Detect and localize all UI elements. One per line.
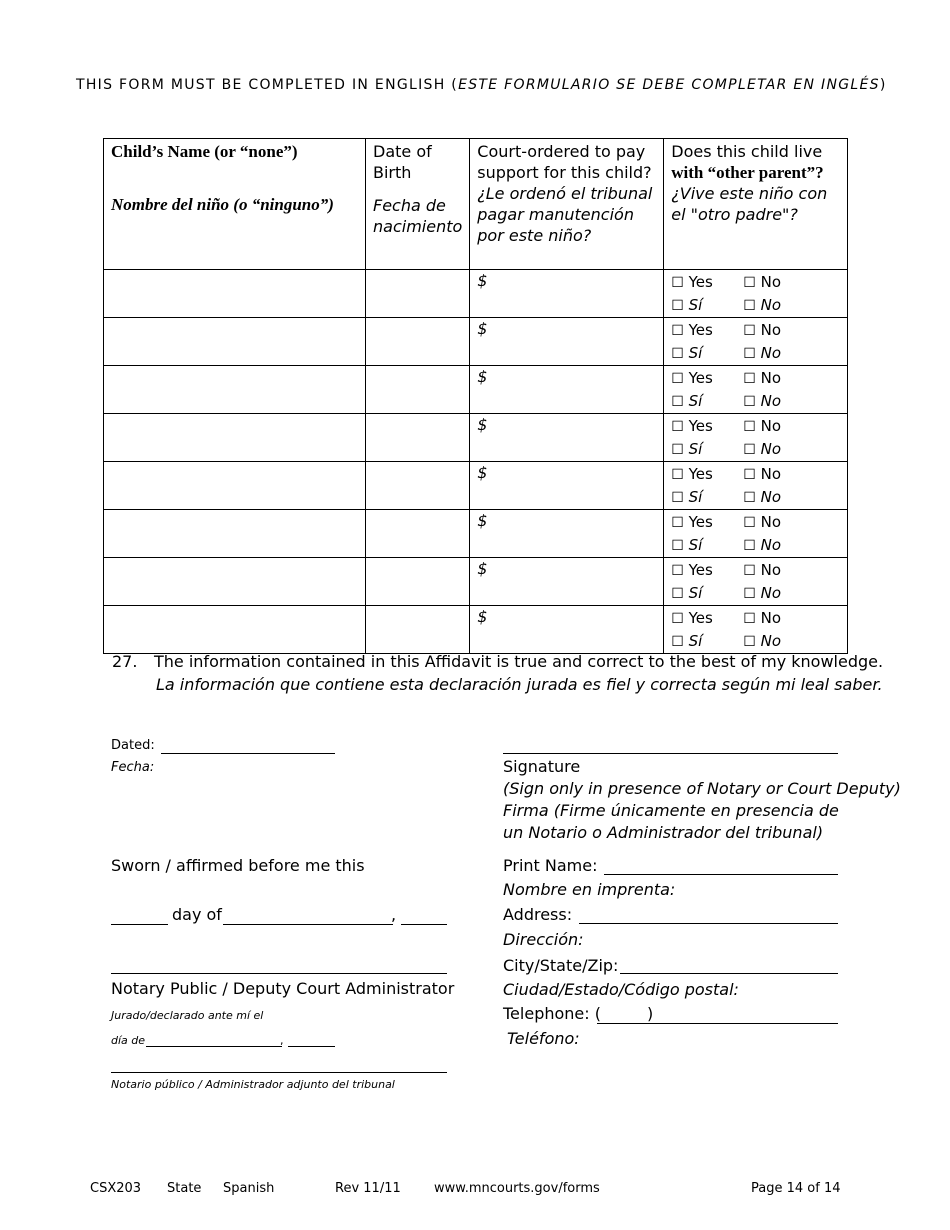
notice-english: THIS FORM MUST BE COMPLETED IN ENGLISH (	[76, 77, 459, 93]
header-child-name-en: Child’s Name (or “none”)	[111, 142, 298, 161]
sworn-month-field[interactable]	[223, 924, 393, 925]
lives-with-cell	[664, 558, 848, 606]
address-field[interactable]	[579, 923, 838, 924]
checkbox-icon[interactable]: ☐	[671, 298, 684, 314]
header-date-of-birth	[366, 139, 470, 270]
dollar-sign: $	[477, 511, 488, 530]
checkbox-icon[interactable]: ☐	[671, 611, 684, 627]
sworn-year-field[interactable]	[401, 924, 447, 925]
dia-de-comma: ,	[280, 1034, 284, 1047]
checkbox-icon[interactable]: ☐	[671, 442, 684, 458]
yes-option[interactable]	[671, 607, 743, 630]
table-row	[104, 414, 848, 462]
table-row	[104, 606, 848, 654]
dollar-sign: $	[477, 559, 488, 578]
yes-option[interactable]	[671, 415, 743, 438]
checkbox-icon[interactable]: ☐	[743, 490, 756, 506]
checkbox-icon[interactable]: ☐	[671, 490, 684, 506]
item-27-spanish: La información que contiene esta declaración jurada es fiel y correcta según mi leal saber.	[156, 675, 883, 694]
date-of-birth-cell[interactable]	[366, 414, 470, 462]
si-label: Sí	[688, 440, 703, 458]
lives-with-cell	[664, 414, 848, 462]
si-label: Sí	[688, 488, 703, 506]
print-name-label: Print Name:	[503, 856, 598, 875]
child-name-cell[interactable]	[104, 414, 366, 462]
dia-de-field[interactable]	[146, 1046, 282, 1047]
dollar-sign: $	[477, 367, 488, 386]
header-lives-es: ¿Vive este niño con el "otro padre"?	[671, 184, 828, 224]
date-of-birth-cell[interactable]	[366, 558, 470, 606]
yes-label: Yes	[688, 465, 713, 483]
si-label: Sí	[688, 584, 703, 602]
address-label: Address:	[503, 905, 573, 924]
support-amount-cell[interactable]	[470, 606, 664, 654]
si-label: Sí	[688, 632, 703, 650]
no-label: No	[760, 417, 782, 435]
child-name-cell[interactable]	[104, 318, 366, 366]
support-amount-cell[interactable]	[470, 318, 664, 366]
si-label: Sí	[688, 536, 703, 554]
no-label: No	[760, 369, 782, 387]
checkbox-icon[interactable]: ☐	[671, 515, 684, 531]
checkbox-icon[interactable]: ☐	[743, 586, 756, 602]
table-row	[104, 270, 848, 318]
support-amount-cell[interactable]	[470, 366, 664, 414]
no-option[interactable]	[743, 417, 781, 435]
checkbox-icon[interactable]: ☐	[743, 323, 756, 339]
checkbox-icon[interactable]: ☐	[671, 346, 684, 362]
no-option[interactable]	[743, 609, 781, 627]
header-court-ordered	[470, 139, 664, 270]
checkbox-icon[interactable]: ☐	[743, 346, 756, 362]
no-es-label: No	[760, 536, 782, 554]
support-amount-cell[interactable]	[470, 558, 664, 606]
form-language-notice	[76, 77, 887, 93]
child-name-cell[interactable]	[104, 366, 366, 414]
no-es-option[interactable]	[743, 632, 781, 650]
date-of-birth-cell[interactable]	[366, 318, 470, 366]
signature-field[interactable]	[503, 753, 838, 754]
no-es-option[interactable]	[743, 536, 781, 554]
checkbox-icon[interactable]: ☐	[743, 371, 756, 387]
si-option[interactable]	[671, 630, 743, 653]
notary-signature-field[interactable]	[111, 973, 447, 974]
table-row	[104, 558, 848, 606]
si-label: Sí	[688, 392, 703, 410]
no-es-option[interactable]	[743, 440, 781, 458]
table-body	[104, 270, 848, 654]
firma-line-2: un Notario o Administrador del tribunal)	[503, 823, 824, 842]
item-27-number: 27.	[112, 652, 138, 671]
table-row	[104, 510, 848, 558]
yes-option[interactable]	[671, 319, 743, 342]
no-es-option[interactable]	[743, 584, 781, 602]
header-lives-with-other-parent	[664, 139, 848, 270]
checkbox-icon[interactable]: ☐	[743, 298, 756, 314]
date-of-birth-cell[interactable]	[366, 606, 470, 654]
support-amount-cell[interactable]	[470, 462, 664, 510]
no-es-label: No	[760, 488, 782, 506]
si-option[interactable]	[671, 486, 743, 509]
day-of-label: day of	[172, 905, 222, 924]
yes-label: Yes	[688, 417, 713, 435]
dollar-sign: $	[477, 607, 488, 626]
no-label: No	[760, 321, 782, 339]
checkbox-icon[interactable]: ☐	[671, 394, 684, 410]
checkbox-icon[interactable]: ☐	[743, 467, 756, 483]
checkbox-icon[interactable]: ☐	[671, 467, 684, 483]
date-of-birth-cell[interactable]	[366, 510, 470, 558]
table-row	[104, 366, 848, 414]
signature-note: (Sign only in presence of Notary or Court Deputy)	[503, 779, 901, 798]
lives-with-cell	[664, 366, 848, 414]
notice-spanish: ESTE FORMULARIO SE DEBE COMPLETAR EN INGLÉS	[458, 77, 880, 93]
yes-label: Yes	[688, 561, 713, 579]
telephone-label: Telephone: (	[503, 1004, 601, 1023]
no-label: No	[760, 609, 782, 627]
yes-option[interactable]	[671, 559, 743, 582]
support-amount-cell[interactable]	[470, 414, 664, 462]
checkbox-icon[interactable]: ☐	[671, 371, 684, 387]
checkbox-icon[interactable]: ☐	[743, 394, 756, 410]
dia-de-year-field[interactable]	[288, 1046, 335, 1047]
no-es-label: No	[760, 632, 782, 650]
header-lives-en-a: Does this child live	[671, 142, 823, 161]
header-child-name-es: Nombre del niño (o “ninguno”)	[111, 195, 334, 214]
checkbox-icon[interactable]: ☐	[671, 634, 684, 650]
yes-label: Yes	[688, 321, 713, 339]
signature-label: Signature	[503, 757, 581, 776]
checkbox-icon[interactable]: ☐	[743, 634, 756, 650]
print-name-field[interactable]	[604, 874, 838, 875]
dollar-sign: $	[477, 319, 488, 338]
yes-label: Yes	[688, 513, 713, 531]
notary-label: Notary Public / Deputy Court Administrator	[111, 979, 455, 998]
checkbox-icon[interactable]: ☐	[743, 515, 756, 531]
date-of-birth-cell[interactable]	[366, 270, 470, 318]
header-lives-en-b: with “other parent”?	[671, 163, 824, 182]
notario-label: Notario público / Administrador adjunto del tribunal	[111, 1078, 395, 1091]
dollar-sign: $	[477, 415, 488, 434]
si-option[interactable]	[671, 294, 743, 317]
item-27-english: The information contained in this Affidavit is true and correct to the best of my knowledge.	[154, 652, 884, 671]
direccion-label: Dirección:	[503, 930, 584, 949]
footer-revision: Rev 11/11	[335, 1181, 401, 1196]
lives-with-cell	[664, 606, 848, 654]
checkbox-icon[interactable]: ☐	[671, 563, 684, 579]
no-option[interactable]	[743, 561, 781, 579]
footer-form-code: CSX203	[90, 1181, 142, 1196]
notice-close: )	[879, 77, 887, 93]
no-label: No	[760, 465, 782, 483]
lives-with-cell	[664, 510, 848, 558]
si-label: Sí	[688, 344, 703, 362]
children-table	[103, 138, 848, 654]
no-label: No	[760, 561, 782, 579]
dated-field[interactable]	[161, 753, 335, 754]
yes-label: Yes	[688, 273, 713, 291]
no-es-option[interactable]	[743, 488, 781, 506]
city-field[interactable]	[620, 973, 838, 974]
yes-option[interactable]	[671, 271, 743, 294]
dated-label: Dated:	[111, 738, 155, 753]
yes-option[interactable]	[671, 367, 743, 390]
yes-label: Yes	[688, 609, 713, 627]
lives-with-cell	[664, 318, 848, 366]
checkbox-icon[interactable]: ☐	[743, 538, 756, 554]
telephone-close-paren: )	[647, 1004, 654, 1023]
footer-state: State	[167, 1181, 202, 1196]
telefono-label: Teléfono:	[507, 1029, 580, 1048]
si-option[interactable]	[671, 390, 743, 413]
header-court-es: ¿Le ordenó el tribunal pagar manutención por este niño?	[477, 184, 653, 245]
no-label: No	[760, 273, 782, 291]
no-es-label: No	[760, 296, 782, 314]
child-name-cell[interactable]	[104, 510, 366, 558]
date-of-birth-cell[interactable]	[366, 462, 470, 510]
no-es-option[interactable]	[743, 344, 781, 362]
firma-line-1: Firma (Firme únicamente en presencia de	[503, 801, 839, 820]
header-dob-es: Fecha de nacimiento	[373, 196, 463, 236]
table-header-row	[104, 139, 848, 270]
no-option[interactable]	[743, 273, 781, 291]
date-of-birth-cell[interactable]	[366, 366, 470, 414]
no-option[interactable]	[743, 513, 781, 531]
si-option[interactable]	[671, 534, 743, 557]
checkbox-icon[interactable]: ☐	[743, 563, 756, 579]
no-es-label: No	[760, 344, 782, 362]
no-es-label: No	[760, 392, 782, 410]
checkbox-icon[interactable]: ☐	[671, 419, 684, 435]
nombre-label: Nombre en imprenta:	[503, 880, 676, 899]
fecha-label: Fecha:	[111, 760, 155, 775]
jurado-label: Jurado/declarado ante mí el	[111, 1009, 264, 1022]
no-option[interactable]	[743, 321, 781, 339]
table-row	[104, 462, 848, 510]
no-es-option[interactable]	[743, 392, 781, 410]
header-dob-en: Date of Birth	[373, 142, 432, 182]
lives-with-cell	[664, 270, 848, 318]
no-es-label: No	[760, 440, 782, 458]
no-option[interactable]	[743, 465, 781, 483]
checkbox-icon[interactable]: ☐	[671, 538, 684, 554]
header-child-name	[104, 139, 366, 270]
yes-label: Yes	[688, 369, 713, 387]
support-amount-cell[interactable]	[470, 270, 664, 318]
no-es-label: No	[760, 584, 782, 602]
si-option[interactable]	[671, 582, 743, 605]
header-court-en: Court-ordered to pay support for this child?	[477, 142, 652, 182]
footer-page-number: Page 14 of 14	[751, 1181, 841, 1196]
no-option[interactable]	[743, 369, 781, 387]
ciudad-label: Ciudad/Estado/Código postal:	[503, 980, 739, 999]
checkbox-icon[interactable]: ☐	[743, 611, 756, 627]
lives-with-cell	[664, 462, 848, 510]
footer-url[interactable]: www.mncourts.gov/forms	[434, 1181, 600, 1196]
checkbox-icon[interactable]: ☐	[743, 275, 756, 291]
child-name-cell[interactable]	[104, 462, 366, 510]
checkbox-icon[interactable]: ☐	[743, 419, 756, 435]
checkbox-icon[interactable]: ☐	[671, 586, 684, 602]
support-amount-cell[interactable]	[470, 510, 664, 558]
si-option[interactable]	[671, 342, 743, 365]
telephone-field[interactable]	[597, 1023, 838, 1024]
child-name-cell[interactable]	[104, 558, 366, 606]
dollar-sign: $	[477, 463, 488, 482]
sworn-day-field[interactable]	[111, 924, 168, 925]
yes-option[interactable]	[671, 511, 743, 534]
checkbox-icon[interactable]: ☐	[671, 323, 684, 339]
child-name-cell[interactable]	[104, 606, 366, 654]
si-label: Sí	[688, 296, 703, 314]
si-option[interactable]	[671, 438, 743, 461]
yes-option[interactable]	[671, 463, 743, 486]
sworn-comma: ,	[391, 905, 397, 924]
no-es-option[interactable]	[743, 296, 781, 314]
notario-signature-field[interactable]	[111, 1072, 447, 1073]
dia-de-label: día de	[111, 1034, 146, 1047]
sworn-label: Sworn / affirmed before me this	[111, 856, 365, 875]
footer-language: Spanish	[223, 1181, 275, 1196]
dollar-sign: $	[477, 271, 488, 290]
child-name-cell[interactable]	[104, 270, 366, 318]
table-row	[104, 318, 848, 366]
city-label: City/State/Zip:	[503, 956, 619, 975]
checkbox-icon[interactable]: ☐	[671, 275, 684, 291]
no-label: No	[760, 513, 782, 531]
checkbox-icon[interactable]: ☐	[743, 442, 756, 458]
